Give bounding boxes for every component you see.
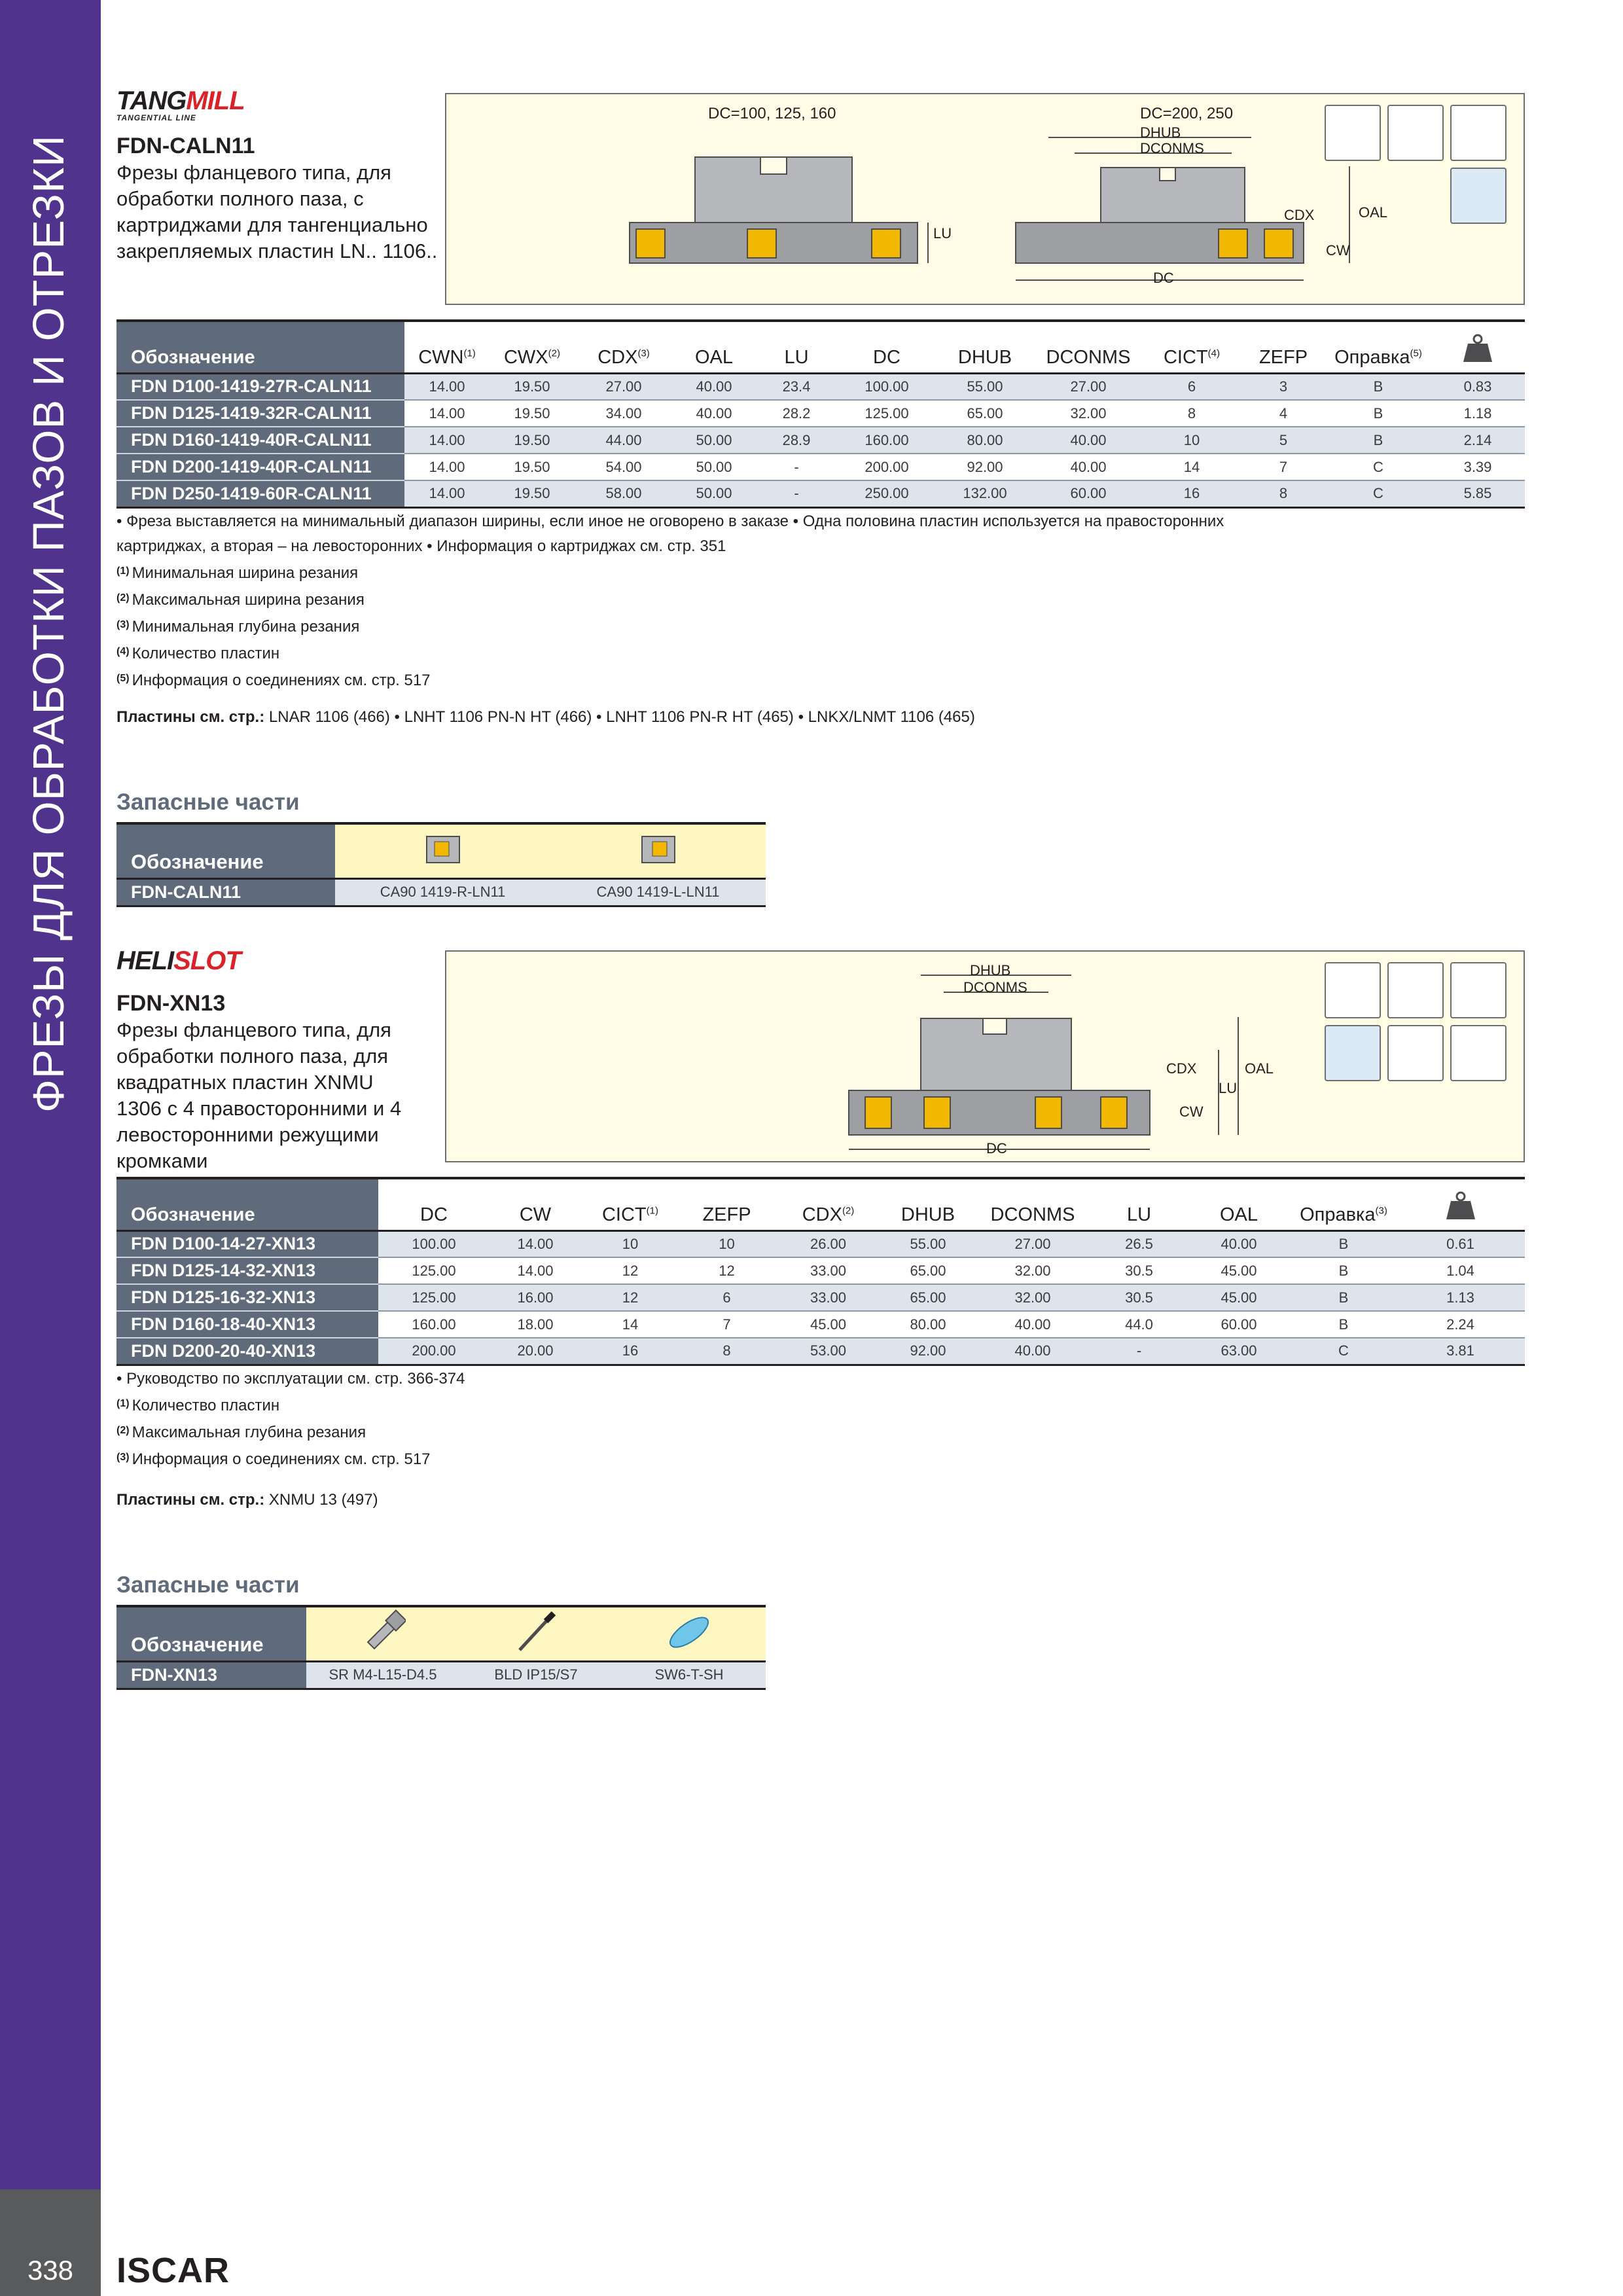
- footnotes: [116, 559, 1530, 693]
- cell-value: 19.50: [490, 427, 575, 454]
- step-icon: [1387, 1025, 1444, 1081]
- cell-value: 10: [1143, 427, 1241, 454]
- cell-value: 3.81: [1396, 1338, 1525, 1365]
- table-header-row: [116, 321, 1525, 373]
- footnote-text: Количество пластин: [132, 1397, 280, 1414]
- footnote-mark: (3): [116, 1452, 130, 1463]
- spare-code: FDN-CALN11: [116, 878, 335, 906]
- cell-value: 250.00: [838, 480, 936, 507]
- cell-value: -: [755, 454, 838, 480]
- column-header: CICT$^{(1)}$: [581, 1178, 679, 1230]
- column-header: DC: [378, 1178, 490, 1230]
- cell-value: 80.00: [882, 1311, 974, 1338]
- spare-part: CA90 1419-L-LN11: [550, 878, 766, 906]
- cell-value: 125.00: [378, 1284, 490, 1311]
- footnote-text: Максимальная ширина резания: [132, 591, 365, 609]
- cell-value: 10: [679, 1230, 774, 1257]
- cell-value: 40.00: [974, 1338, 1092, 1365]
- cell-value: 3: [1241, 373, 1326, 400]
- cartridge-r-image: [335, 823, 550, 878]
- cell-value: 14.00: [404, 454, 490, 480]
- groove-icon: [1450, 962, 1507, 1018]
- table-row: [116, 373, 1525, 400]
- cell-value: 32.00: [974, 1257, 1092, 1284]
- footnote-mark: (5): [1410, 347, 1422, 359]
- footnote-mark: (3): [116, 619, 130, 630]
- footnote-text: Максимальная глубина резания: [132, 1424, 366, 1441]
- inserts-list: XNMU 13 (497): [268, 1491, 378, 1509]
- product-description: Фрезы фланцевого типа, для обработки полного паза, с картриджами для тангенциально закрепляемых пластин LN.. 1106..: [116, 161, 438, 262]
- footnote-mark: (1): [116, 1398, 130, 1409]
- cell-value: 14: [1143, 454, 1241, 480]
- cell-value: 45.00: [1186, 1284, 1291, 1311]
- screw-icon: [360, 1609, 406, 1655]
- brand-name: ISCAR: [116, 2251, 230, 2290]
- dim-dc: DC: [1153, 270, 1174, 286]
- cell-value: 58.00: [575, 480, 673, 507]
- cell-value: 1.04: [1396, 1257, 1525, 1284]
- footnote-text: Информация о соединениях см. стр. 517: [132, 1450, 431, 1468]
- application-icons: [1325, 105, 1507, 224]
- product-code: FDN D200-1419-40R-CALN11: [116, 454, 404, 480]
- cell-value: 50.00: [673, 454, 755, 480]
- footnote-mark: (1): [463, 347, 476, 359]
- cell-value: 0.61: [1396, 1230, 1525, 1257]
- cartridge-l-image: [550, 823, 766, 878]
- cell-value: 16.00: [490, 1284, 581, 1311]
- inserts-list: LNAR 1106 (466) • LNHT 1106 PN-N HT (466) • LNHT 1106 PN-R HT (465) • LNKX/LNMT 1106 (465): [268, 708, 975, 726]
- dim-lu: LU: [933, 225, 952, 242]
- dim-dconms: DCONMS: [963, 979, 1027, 996]
- cell-value: 45.00: [774, 1311, 882, 1338]
- cell-value: 125.00: [838, 400, 936, 427]
- cell-value: 65.00: [936, 400, 1034, 427]
- spare-part: SW6-T-SH: [613, 1661, 766, 1689]
- table-row: [116, 1338, 1525, 1365]
- cell-value: 23.4: [755, 373, 838, 400]
- cell-value: 14.00: [404, 373, 490, 400]
- spare-parts-heading: Запасные части: [116, 1572, 300, 1598]
- cell-value: 50.00: [673, 480, 755, 507]
- footnote: [116, 1391, 1530, 1418]
- cell-value: 65.00: [882, 1284, 974, 1311]
- cell-value: 160.00: [838, 427, 936, 454]
- cell-value: 8: [1143, 400, 1241, 427]
- dim-lu: LU: [1219, 1080, 1238, 1096]
- cell-value: 5.85: [1431, 480, 1525, 507]
- column-header: Обозначение: [116, 1178, 378, 1230]
- column-header: DHUB: [882, 1178, 974, 1230]
- column-header: Обозначение: [116, 321, 404, 373]
- cell-value: 14: [581, 1311, 679, 1338]
- cell-value: 26.5: [1092, 1230, 1186, 1257]
- column-header: CDX$^{(2)}$: [774, 1178, 882, 1230]
- cell-value: 60.00: [1034, 480, 1143, 507]
- cell-value: B: [1291, 1311, 1396, 1338]
- face-milling-icon: [1325, 1025, 1381, 1081]
- note-line: картриджах, а вторая – на левосторонних • Информация о картриджах см. стр. 351: [116, 537, 726, 555]
- cell-value: 6: [679, 1284, 774, 1311]
- cell-value: 40.00: [974, 1311, 1092, 1338]
- footnote: [116, 639, 1530, 666]
- footnote-mark: (4): [1207, 347, 1220, 359]
- logo-red-part: MILL: [186, 86, 245, 115]
- column-header: DCONMS: [974, 1178, 1092, 1230]
- footnote-mark: (2): [116, 1425, 130, 1436]
- weight-icon: [1444, 1191, 1477, 1221]
- cell-value: 19.50: [490, 454, 575, 480]
- column-header: DC: [838, 321, 936, 373]
- logo-subtitle: TANGENTIAL LINE: [116, 113, 196, 122]
- table-body: [116, 1230, 1525, 1365]
- product-title: FDN-XN13: [116, 991, 226, 1016]
- cell-value: 18.00: [490, 1311, 581, 1338]
- inserts-reference: [116, 708, 975, 726]
- spare-header: Обозначение: [116, 1606, 306, 1661]
- table-row: [116, 1311, 1525, 1338]
- cell-value: 0.83: [1431, 373, 1525, 400]
- logo-red-part: SLOT: [173, 946, 241, 975]
- column-header: DCONMS: [1034, 321, 1143, 373]
- cell-value: 40.00: [1034, 427, 1143, 454]
- cell-value: 27.00: [974, 1230, 1092, 1257]
- dim-oal: OAL: [1245, 1060, 1274, 1077]
- column-header: CDX$^{(3)}$: [575, 321, 673, 373]
- spare-parts-table: [116, 1605, 766, 1690]
- cell-value: C: [1326, 454, 1431, 480]
- shoulder-icon: [1387, 105, 1444, 161]
- spare-code: FDN-XN13: [116, 1661, 306, 1689]
- dim-oal: OAL: [1359, 204, 1388, 221]
- column-header: DHUB: [936, 321, 1034, 373]
- table-row: [116, 400, 1525, 427]
- cell-value: 54.00: [575, 454, 673, 480]
- key-image: [613, 1606, 766, 1661]
- product-title: FDN-CALN11: [116, 134, 255, 158]
- column-header: LU: [1092, 1178, 1186, 1230]
- weight-column-header: [1396, 1178, 1525, 1230]
- key-icon: [663, 1609, 715, 1655]
- spare-parts-table: [116, 822, 766, 907]
- slotting-icon: [1325, 962, 1381, 1018]
- cell-value: 125.00: [378, 1257, 490, 1284]
- footnote-mark: (2): [116, 592, 130, 603]
- footnote-mark: (4): [116, 646, 130, 657]
- dim-dhub: DHUB: [970, 962, 1011, 978]
- table-row: [116, 1284, 1525, 1311]
- cell-value: 40.00: [1034, 454, 1143, 480]
- cell-value: 55.00: [936, 373, 1034, 400]
- cell-value: 7: [679, 1311, 774, 1338]
- dim-dconms: DCONMS: [1140, 140, 1204, 156]
- cell-value: 14.00: [404, 427, 490, 454]
- footnote-mark: (2): [842, 1204, 855, 1216]
- footnote-text: Минимальная глубина резания: [132, 618, 360, 636]
- note-line: • Фреза выставляется на минимальный диапазон ширины, если иное не оговорено в заказе • Одна половина пластин используется на правосторонних: [116, 512, 1224, 530]
- spec-table-xn13: [116, 1177, 1525, 1366]
- cell-value: 8: [679, 1338, 774, 1365]
- column-header: ZEFP: [1241, 321, 1326, 373]
- cell-value: 65.00: [882, 1257, 974, 1284]
- column-header: OAL: [1186, 1178, 1291, 1230]
- cell-value: 5: [1241, 427, 1326, 454]
- table-row: [116, 1230, 1525, 1257]
- table-notes: [116, 1367, 1530, 1472]
- table-row: [116, 480, 1525, 507]
- inserts-label: Пластины см. стр.:: [116, 1491, 265, 1509]
- cartridge-icon: [420, 830, 466, 869]
- cell-value: 14.00: [490, 1230, 581, 1257]
- cell-value: B: [1326, 400, 1431, 427]
- product-code: FDN D125-1419-32R-CALN11: [116, 400, 404, 427]
- cell-value: C: [1326, 480, 1431, 507]
- cell-value: 30.5: [1092, 1257, 1186, 1284]
- cell-value: 4: [1241, 400, 1326, 427]
- footnote: [116, 1418, 1530, 1445]
- product-code: FDN D200-20-40-XN13: [116, 1338, 378, 1365]
- footnote-mark: (2): [548, 347, 560, 359]
- cell-value: 12: [581, 1257, 679, 1284]
- cell-value: B: [1326, 373, 1431, 400]
- cell-value: 28.9: [755, 427, 838, 454]
- spare-part: SR M4-L15-D4.5: [306, 1661, 459, 1689]
- cell-value: 6: [1143, 373, 1241, 400]
- cell-value: 160.00: [378, 1311, 490, 1338]
- dim-cdx: CDX: [1284, 207, 1315, 223]
- footnote-text: Информация о соединениях см. стр. 517: [132, 672, 431, 689]
- section-title: ФРЕЗЫ ДЛЯ ОБРАБОТКИ ПАЗОВ И ОТРЕЗКИ: [24, 134, 73, 1113]
- cell-value: 1.18: [1431, 400, 1525, 427]
- spare-parts-heading: Запасные части: [116, 789, 300, 815]
- dim-dc: DC: [986, 1140, 1007, 1157]
- page-number: 338: [27, 2255, 74, 2286]
- spare-part: BLD IP15/S7: [459, 1661, 613, 1689]
- screw-image: [306, 1606, 459, 1661]
- cell-value: 40.00: [1186, 1230, 1291, 1257]
- footnote: [116, 559, 1530, 586]
- spare-part: CA90 1419-R-LN11: [335, 878, 550, 906]
- cell-value: 19.50: [490, 400, 575, 427]
- dim-cw: CW: [1179, 1103, 1204, 1120]
- helislot-logo: [116, 946, 241, 976]
- cell-value: 12: [679, 1257, 774, 1284]
- cell-value: 55.00: [882, 1230, 974, 1257]
- column-header: OAL: [673, 321, 755, 373]
- cell-value: C: [1291, 1338, 1396, 1365]
- column-header: LU: [755, 321, 838, 373]
- chamfer-icon: [1450, 1025, 1507, 1081]
- weight-icon: [1461, 333, 1494, 363]
- cell-value: 2.24: [1396, 1311, 1525, 1338]
- cell-value: 16: [581, 1338, 679, 1365]
- shoulder-icon: [1387, 962, 1444, 1018]
- column-header: CWX$^{(2)}$: [490, 321, 575, 373]
- cell-value: B: [1291, 1257, 1396, 1284]
- cell-value: 3.39: [1431, 454, 1525, 480]
- cell-value: 27.00: [575, 373, 673, 400]
- cell-value: 80.00: [936, 427, 1034, 454]
- cell-value: 8: [1241, 480, 1326, 507]
- cell-value: 45.00: [1186, 1257, 1291, 1284]
- column-header: Оправка$^{(3)}$: [1291, 1178, 1396, 1230]
- groove-icon: [1450, 105, 1507, 161]
- product-code: FDN D160-1419-40R-CALN11: [116, 427, 404, 454]
- footnote-mark: (5): [116, 673, 130, 684]
- table-row: [116, 454, 1525, 480]
- dim-dhub: DHUB: [1140, 124, 1181, 141]
- column-header: CWN$^{(1)}$: [404, 321, 490, 373]
- footnote-mark: (3): [1375, 1204, 1387, 1216]
- footnotes: [116, 1391, 1530, 1472]
- cell-value: 50.00: [673, 427, 755, 454]
- inserts-label: Пластины см. стр.:: [116, 708, 265, 726]
- product-code: FDN D100-1419-27R-CALN11: [116, 373, 404, 400]
- column-header: CW: [490, 1178, 581, 1230]
- cell-value: 7: [1241, 454, 1326, 480]
- cell-value: -: [1092, 1338, 1186, 1365]
- table-body: [116, 373, 1525, 507]
- product-code: FDN D100-14-27-XN13: [116, 1230, 378, 1257]
- footnote: [116, 613, 1530, 639]
- dim-cdx: CDX: [1166, 1060, 1197, 1077]
- footnote: [116, 666, 1530, 693]
- footnote-mark: (3): [637, 347, 650, 359]
- note-line: • Руководство по эксплуатации см. стр. 366-374: [116, 1370, 465, 1388]
- column-header: ZEFP: [679, 1178, 774, 1230]
- spec-table-caln11: [116, 319, 1525, 509]
- cell-value: 44.0: [1092, 1311, 1186, 1338]
- cell-value: 26.00: [774, 1230, 882, 1257]
- column-header: CICT$^{(4)}$: [1143, 321, 1241, 373]
- cell-value: 32.00: [974, 1284, 1092, 1311]
- column-header: Оправка$^{(5)}$: [1326, 321, 1431, 373]
- cell-value: B: [1291, 1230, 1396, 1257]
- weight-column-header: [1431, 321, 1525, 373]
- tangmill-logo: [116, 86, 245, 122]
- cell-value: 53.00: [774, 1338, 882, 1365]
- table-notes: [116, 509, 1530, 693]
- cell-value: 14.00: [404, 400, 490, 427]
- cell-value: 28.2: [755, 400, 838, 427]
- footnote-mark: (1): [646, 1204, 658, 1216]
- cell-value: 30.5: [1092, 1284, 1186, 1311]
- cell-value: 40.00: [673, 373, 755, 400]
- product-code: FDN D125-14-32-XN13: [116, 1257, 378, 1284]
- spare-header: Обозначение: [116, 823, 335, 878]
- cell-value: 34.00: [575, 400, 673, 427]
- dim-cw: CW: [1326, 242, 1350, 259]
- screwdriver-image: [459, 1606, 613, 1661]
- cell-value: B: [1291, 1284, 1396, 1311]
- cell-value: 44.00: [575, 427, 673, 454]
- table-row: [116, 1257, 1525, 1284]
- cell-value: 19.50: [490, 480, 575, 507]
- cell-value: 33.00: [774, 1257, 882, 1284]
- cell-value: 92.00: [936, 454, 1034, 480]
- cartridge-icon: [635, 830, 681, 869]
- cell-value: 100.00: [838, 373, 936, 400]
- cell-value: 1.13: [1396, 1284, 1525, 1311]
- footnote: [116, 586, 1530, 613]
- cell-value: 12: [581, 1284, 679, 1311]
- application-icons: [1325, 962, 1507, 1081]
- logo-black-part: HELI: [116, 946, 174, 975]
- cell-value: 10: [581, 1230, 679, 1257]
- cell-value: 20.00: [490, 1338, 581, 1365]
- inserts-reference: [116, 1491, 378, 1509]
- cell-value: 40.00: [673, 400, 755, 427]
- table-header-row: [116, 1178, 1525, 1230]
- cell-value: B: [1326, 427, 1431, 454]
- cell-value: 33.00: [774, 1284, 882, 1311]
- footnote-text: Минимальная ширина резания: [132, 564, 359, 582]
- cell-value: 14.00: [490, 1257, 581, 1284]
- left-drawing-caption: DC=100, 125, 160: [708, 105, 836, 122]
- cell-value: 19.50: [490, 373, 575, 400]
- cell-value: 2.14: [1431, 427, 1525, 454]
- cell-value: 92.00: [882, 1338, 974, 1365]
- cell-value: 200.00: [838, 454, 936, 480]
- cell-value: 16: [1143, 480, 1241, 507]
- cell-value: 63.00: [1186, 1338, 1291, 1365]
- slotting-icon: [1325, 105, 1381, 161]
- cell-value: 14.00: [404, 480, 490, 507]
- footnote-mark: (1): [116, 565, 130, 577]
- cell-value: 200.00: [378, 1338, 490, 1365]
- cell-value: 27.00: [1034, 373, 1143, 400]
- footnote: [116, 1445, 1530, 1472]
- product-code: FDN D160-18-40-XN13: [116, 1311, 378, 1338]
- cell-value: 100.00: [378, 1230, 490, 1257]
- right-drawing-caption: DC=200, 250: [1140, 105, 1234, 122]
- footnote-text: Количество пластин: [132, 645, 280, 662]
- cell-value: -: [755, 480, 838, 507]
- logo-black-part: TANG: [116, 86, 187, 115]
- product-code: FDN D250-1419-60R-CALN11: [116, 480, 404, 507]
- cell-value: 132.00: [936, 480, 1034, 507]
- cell-value: 60.00: [1186, 1311, 1291, 1338]
- table-row: [116, 427, 1525, 454]
- face-milling-icon: [1450, 168, 1507, 224]
- cell-value: 32.00: [1034, 400, 1143, 427]
- product-code: FDN D125-16-32-XN13: [116, 1284, 378, 1311]
- screwdriver-icon: [513, 1609, 559, 1655]
- product-description: Фрезы фланцевого типа, для обработки полного паза, для квадратных пластин XNMU 1306 с 4 правосторонними и 4 левосторонними режущими кромками: [116, 1018, 402, 1172]
